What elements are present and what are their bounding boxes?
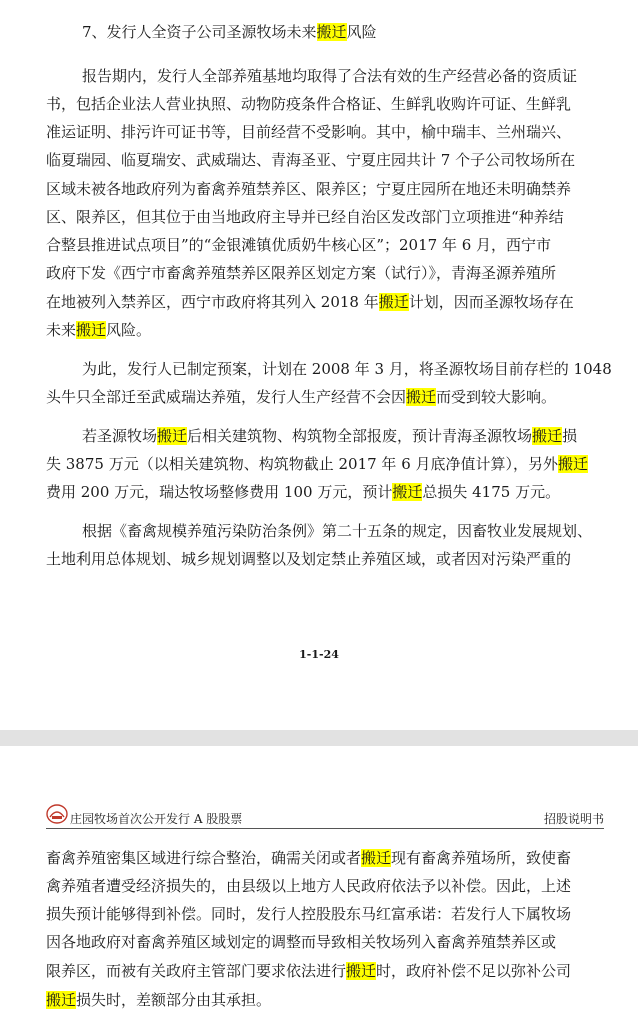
text-run: 失 3875 万元（以相关建筑物、构筑物截止 2017 年 6 月底净值计算），另外 xyxy=(46,455,559,473)
paragraph-1-line-1 xyxy=(82,64,577,88)
highlighted-keyword: 搬迁 xyxy=(392,483,423,501)
company-logo-icon xyxy=(46,804,68,824)
paragraph-4-line-2 xyxy=(46,547,571,571)
text-run: 临夏瑞园、临夏瑞安、武威瑞达、青海圣亚、宁夏庄园共计 7 个子公司牧场所在 xyxy=(46,151,576,169)
paragraph-5-line-2 xyxy=(46,874,571,898)
highlighted-keyword: 搬迁 xyxy=(532,427,563,445)
paragraph-1-line-2 xyxy=(46,92,571,116)
text-run: 土地利用总体规划、城乡规划调整以及划定禁止养殖区域，或者因对污染严重的 xyxy=(46,550,572,568)
paragraph-1-line-7 xyxy=(46,233,551,257)
page-separator xyxy=(0,730,638,746)
paragraph-3-line-3 xyxy=(46,480,560,504)
text-run: 损失预计能够得到补偿。同时，发行人控股股东马红富承诺：若发行人下属牧场 xyxy=(46,905,572,923)
paragraph-4-line-1 xyxy=(82,519,592,543)
paragraph-5-line-3 xyxy=(46,902,571,926)
highlighted-keyword: 搬迁 xyxy=(361,849,392,867)
text-run: 风险 xyxy=(346,23,377,41)
text-run: 报告期内，发行人全部养殖基地均取得了合法有效的生产经营必备的资质证 xyxy=(82,67,578,85)
text-run: 合整县推进试点项目”的“金银滩镇优质奶牛核心区”；2017 年 6 月，西宁市 xyxy=(46,236,552,254)
paragraph-5-line-4 xyxy=(46,930,556,954)
text-run: 区、限养区，但其位于由当地政府主导并已经自治区发改部门立项推进“种养结 xyxy=(46,208,564,226)
paragraph-1-line-8 xyxy=(46,261,556,285)
text-run: 限养区，而被有关政府主管部门要求依法进行 xyxy=(46,962,347,980)
text-run: 为此，发行人已制定预案，计划在 2008 年 3 月，将圣源牧场目前存栏的 1048 xyxy=(82,360,612,378)
paragraph-2-line-2 xyxy=(46,385,556,409)
paragraph-5-line-1 xyxy=(46,846,571,870)
highlighted-keyword: 搬迁 xyxy=(406,388,437,406)
paragraph-2-line-1 xyxy=(82,357,612,381)
paragraph-3-line-1 xyxy=(82,424,577,448)
header-document-type: 招股说明书 xyxy=(543,812,604,826)
text-run: 现有畜禽养殖场所，致使畜 xyxy=(391,849,572,867)
text-run: 7、发行人全资子公司圣源牧场未来 xyxy=(82,23,317,41)
paragraph-5-line-6 xyxy=(46,988,271,1012)
text-run: 计划，因而圣源牧场存在 xyxy=(408,293,574,311)
page-number: 1-1-24 xyxy=(299,648,339,661)
text-run: 区域未被各地政府列为畜禽养殖禁养区、限养区；宁夏庄园所在地还未明确禁养 xyxy=(46,180,572,198)
paragraph-1-line-3 xyxy=(46,120,571,144)
page-header xyxy=(46,802,604,829)
paragraph-1-line-9 xyxy=(46,290,574,314)
text-run: 费用 200 万元，瑞达牧场整修费用 100 万元，预计 xyxy=(46,483,393,501)
text-run: 而受到较大影响。 xyxy=(436,388,557,406)
paragraph-1-line-6 xyxy=(46,205,564,229)
highlighted-keyword: 搬迁 xyxy=(316,23,347,41)
text-run: 时，政府补偿不足以弥补公司 xyxy=(376,962,572,980)
text-run: 禽养殖者遭受经济损失的，由县级以上地方人民政府依法予以补偿。因此，上述 xyxy=(46,877,572,895)
highlighted-keyword: 搬迁 xyxy=(558,455,589,473)
text-run: 未来 xyxy=(46,321,77,339)
text-run: 在地被列入禁养区，西宁市政府将其列入 2018 年 xyxy=(46,293,379,311)
paragraph-3-line-2 xyxy=(46,452,588,476)
text-run: 因各地政府对畜禽养殖区域划定的调整而导致相关牧场列入畜禽养殖禁养区或 xyxy=(46,933,557,951)
text-run: 畜禽养殖密集区域进行综合整治，确需关闭或者 xyxy=(46,849,362,867)
text-run: 若圣源牧场 xyxy=(82,427,158,445)
paragraph-1-line-10 xyxy=(46,318,151,342)
text-run: 头牛只全部迁至武威瑞达养殖，发行人生产经营不会因 xyxy=(46,388,407,406)
text-run: 损失时，差额部分由其承担。 xyxy=(76,991,272,1009)
highlighted-keyword: 搬迁 xyxy=(157,427,188,445)
highlighted-keyword: 搬迁 xyxy=(46,991,77,1009)
text-run: 政府下发《西宁市畜禽养殖禁养区限养区划定方案（试行）》，青海圣源养殖所 xyxy=(46,264,557,282)
text-run: 风险。 xyxy=(106,321,152,339)
highlighted-keyword: 搬迁 xyxy=(378,293,409,311)
highlighted-keyword: 搬迁 xyxy=(346,962,377,980)
text-run: 总损失 4175 万元。 xyxy=(422,483,561,501)
text-run: 书，包括企业法人营业执照、动物防疫条件合格证、生鲜乳收购许可证、生鲜乳 xyxy=(46,95,572,113)
header-company-title: 庄园牧场首次公开发行 A 股股票 xyxy=(70,812,243,826)
section-heading xyxy=(82,20,377,44)
paragraph-5-line-5 xyxy=(46,959,571,983)
document-page-2 xyxy=(0,746,638,1032)
paragraph-1-line-5 xyxy=(46,177,571,201)
paragraph-1-line-4 xyxy=(46,148,575,172)
text-run: 准运证明、排污许可证书等，目前经营不受影响。其中，榆中瑞丰、兰州瑞兴、 xyxy=(46,123,572,141)
text-run: 根据《畜禽规模养殖污染防治条例》第二十五条的规定，因畜牧业发展规划、 xyxy=(82,522,593,540)
highlighted-keyword: 搬迁 xyxy=(76,321,107,339)
text-run: 损 xyxy=(562,427,578,445)
text-run: 后相关建筑物、构筑物全部报废，预计青海圣源牧场 xyxy=(187,427,533,445)
